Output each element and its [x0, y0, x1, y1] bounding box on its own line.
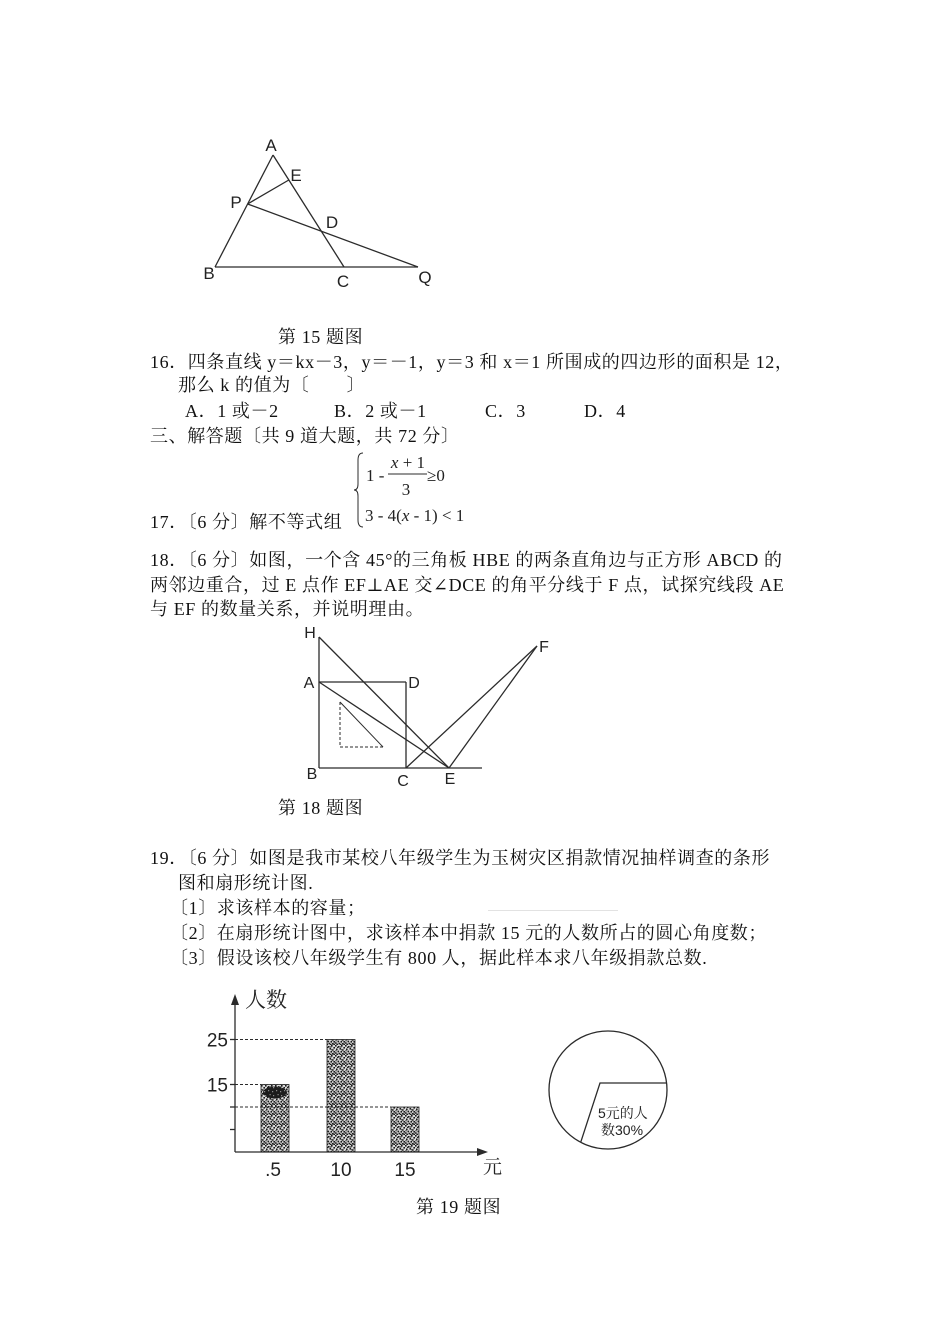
point-label-e: E: [444, 771, 456, 788]
dashed-guides: [235, 1040, 391, 1108]
segment-ab: [215, 155, 273, 267]
y-axis-ticks: [230, 1040, 235, 1130]
faint-rule: [488, 910, 618, 911]
figure-18-caption: 第 18 题图: [278, 798, 364, 818]
point-label-b: B: [203, 264, 215, 283]
q19-sub-question-1: 〔1〕求该样本的容量；: [170, 898, 366, 918]
q17-label: 17．〔6 分〕解不等式组: [150, 512, 343, 532]
point-label-e: E: [290, 166, 302, 185]
pie-slice-label-line-1: 5元的人: [598, 1105, 648, 1121]
ineq1-numerator-var: x: [390, 453, 399, 472]
x-tick-label-10: 10: [330, 1160, 352, 1181]
point-label-a: A: [265, 136, 277, 155]
left-brace: [354, 453, 363, 527]
y-axis-arrow-icon: [231, 994, 239, 1005]
point-label-d: D: [325, 213, 339, 232]
segment-ac: [273, 155, 344, 267]
section-3-title: 三、解答题〔共 9 道大题，共 72 分〕: [150, 426, 460, 446]
segment-cf: [406, 646, 537, 768]
pie-slice-label-line-2: 数30%: [601, 1122, 644, 1138]
ineq2-lead: 3 - 4(: [365, 506, 402, 525]
x-axis-label: 元: [483, 1157, 503, 1178]
point-label-q: Q: [418, 268, 432, 287]
ineq1-lead: 1 -: [366, 466, 385, 485]
y-tick-label-25: 25: [206, 1030, 228, 1052]
q16-option-c: C．3: [485, 401, 526, 421]
q18-stem-line-1: 18．〔6 分〕如图，一个含 45°的三角板 HBE 的两条直角边与正方形 ABCD 的: [150, 550, 783, 570]
small-triangle-hypotenuse: [340, 702, 383, 747]
q16-stem-line-2: 那么 k 的值为〔 〕: [178, 375, 366, 395]
q19-stem-line-1: 19．〔6 分〕如图是我市某校八年级学生为玉树灾区捐款情况抽样调查的条形: [150, 848, 771, 868]
ineq2: [365, 506, 464, 525]
y-tick-label-15: 15: [206, 1075, 228, 1097]
segment-ef: [449, 646, 537, 768]
figure-19-caption: 第 19 题图: [416, 1197, 502, 1217]
bar-chart: [195, 985, 510, 1185]
segment-ae: [319, 682, 449, 768]
point-label-b: B: [306, 766, 318, 783]
figure-15-triangle: [195, 130, 440, 295]
ineq1-numerator: [390, 453, 425, 472]
ineq1-denominator: 3: [401, 480, 411, 499]
figure-15-caption: 第 15 题图: [278, 327, 364, 347]
q19-sub-question-3: 〔3〕假设该校八年级学生有 800 人，据此样本求八年级捐款总数.: [170, 948, 708, 968]
x-tick-label-15: 15: [394, 1160, 416, 1181]
ineq2-rest: - 1) < 1: [409, 506, 465, 525]
point-label-d: D: [408, 675, 420, 692]
point-label-f: F: [539, 639, 549, 656]
point-label-h: H: [304, 625, 316, 642]
bar-category-15: [391, 1107, 419, 1152]
bar-group: [261, 1040, 419, 1153]
q19-stem-line-2: 图和扇形统计图.: [178, 873, 314, 893]
ineq2-var: x: [401, 506, 410, 525]
point-label-p: P: [230, 193, 242, 212]
y-axis-label: 人数: [245, 989, 287, 1012]
q16-option-b: B．2 或－1: [334, 401, 427, 421]
q18-stem-line-3: 与 EF 的数量关系，并说明理由。: [150, 599, 425, 619]
ineq1-numerator-rest: + 1: [398, 453, 426, 472]
figure-18-square-triangle: [295, 620, 555, 792]
q16-stem-line-1: 16．四条直线 y＝kx－3，y＝－1，y＝3 和 x＝1 所围成的四边形的面积是 12，: [150, 352, 794, 372]
q18-stem-line-2: 两邻边重合，过 E 点作 EF⊥AE 交∠DCE 的角平分线于 F 点，试探究线段 AE: [150, 575, 785, 595]
bar-category-10: [327, 1040, 355, 1153]
pie-chart: [540, 1022, 675, 1157]
point-label-c: C: [397, 773, 409, 790]
ineq1-relation: ≥0: [427, 466, 445, 485]
segment-he: [319, 637, 449, 768]
point-label-c: C: [336, 272, 350, 291]
x-axis-arrow-icon: [477, 1148, 488, 1156]
q19-sub-question-2: 〔2〕在扇形统计图中，求该样本中捐款 15 元的人数所占的圆心角度数；: [170, 923, 767, 943]
x-tick-label-5: .5: [265, 1160, 281, 1181]
bar-dark-cap: [263, 1087, 287, 1099]
point-label-a: A: [303, 675, 315, 692]
q16-option-a: A．1 或－2: [185, 401, 279, 421]
inequality-system: [350, 448, 480, 530]
q16-option-d: D．4: [584, 401, 626, 421]
